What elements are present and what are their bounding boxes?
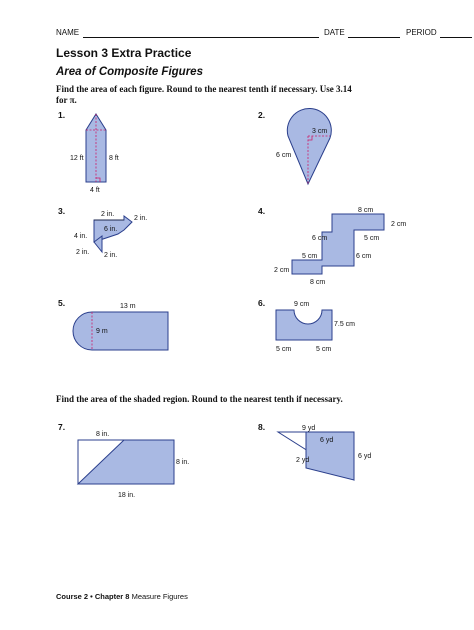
- rect-with-cutout-shape: [276, 310, 332, 340]
- label-8in-top: 8 in.: [96, 431, 110, 438]
- problem-6-number: 6.: [258, 298, 266, 308]
- period-blank[interactable]: [440, 37, 472, 38]
- label-2in-right: 2 in.: [134, 215, 148, 222]
- date-blank[interactable]: [348, 37, 400, 38]
- label-5cm-left: 5 cm: [276, 346, 292, 353]
- label-7-5cm: 7.5 cm: [334, 321, 356, 328]
- footer-course: Course 2 • Chapter 8: [56, 592, 130, 601]
- problem-3-number: 3.: [58, 206, 66, 216]
- label-3cm: 3 cm: [312, 128, 328, 135]
- label-4in: 4 in.: [74, 233, 88, 240]
- label-5cm-right: 5 cm: [364, 235, 380, 242]
- label-9m: 9 m: [96, 328, 108, 335]
- problem-8-figure: [272, 422, 382, 492]
- problem-6-figure: [272, 298, 392, 360]
- problem-1-number: 1.: [58, 110, 66, 120]
- header-row: [56, 28, 437, 42]
- problem-4-number: 4.: [258, 206, 266, 216]
- label-4ft: 4 ft: [90, 187, 100, 194]
- footer: [56, 592, 188, 601]
- label-13m: 13 m: [120, 303, 136, 310]
- instructions-shaded-region: Find the area of the shaded region. Round to the nearest tenth if necessary.: [56, 394, 343, 404]
- instructions-area: Find the area of each figure. Round to the nearest tenth if necessary. Use 3.14 for π.: [56, 84, 352, 105]
- problem-7-figure: [72, 422, 192, 504]
- label-2in-top: 2 in.: [101, 211, 115, 218]
- label-6yd-right: 6 yd: [358, 453, 372, 460]
- label-2yd: 2 yd: [296, 457, 310, 464]
- label-9yd: 9 yd: [302, 425, 316, 432]
- step-shape: [292, 214, 384, 274]
- label-6in: 6 in.: [104, 226, 118, 233]
- label-2in-left: 2 in.: [76, 249, 90, 256]
- label-9cm: 9 cm: [294, 301, 310, 308]
- label-5cm-right: 5 cm: [316, 346, 332, 353]
- problem-3-figure: [66, 206, 176, 266]
- label-6cm-right: 6 cm: [356, 253, 372, 260]
- lesson-title: Lesson 3 Extra Practice: [56, 46, 192, 60]
- label-5cm-step: 5 cm: [302, 253, 318, 260]
- name-label: NAME: [56, 28, 80, 37]
- label-12ft: 12 ft: [70, 155, 84, 162]
- label-8cm-bottom: 8 cm: [310, 279, 326, 286]
- label-2cm-right: 2 cm: [391, 221, 407, 228]
- date-label: DATE: [324, 28, 345, 37]
- problem-4-figure: [266, 204, 416, 290]
- name-blank[interactable]: [83, 37, 319, 38]
- label-2in-bottom: 2 in.: [104, 252, 118, 259]
- problem-5-number: 5.: [58, 298, 66, 308]
- period-label: PERIOD: [406, 28, 437, 37]
- problem-2-number: 2.: [258, 110, 266, 120]
- label-6cm: 6 cm: [276, 152, 292, 159]
- problem-7-number: 7.: [58, 422, 66, 432]
- label-6yd-top: 6 yd: [320, 437, 334, 444]
- label-2cm-left: 2 cm: [274, 267, 290, 274]
- label-8cm-top: 8 cm: [358, 207, 374, 214]
- problem-5-figure: [70, 300, 190, 356]
- label-8ft: 8 ft: [109, 155, 119, 162]
- problem-1-figure: [60, 108, 140, 198]
- label-6cm-left: 6 cm: [312, 235, 328, 242]
- lesson-subtitle: Area of Composite Figures: [56, 66, 203, 78]
- sector-triangle-shape: [287, 109, 331, 184]
- label-8in-right: 8 in.: [176, 459, 190, 466]
- problem-2-figure: [270, 108, 360, 188]
- semicircle-rect-shape: [73, 312, 168, 350]
- footer-topic: Measure Figures: [131, 592, 188, 601]
- problem-8-number: 8.: [258, 422, 266, 432]
- label-18in: 18 in.: [118, 492, 136, 499]
